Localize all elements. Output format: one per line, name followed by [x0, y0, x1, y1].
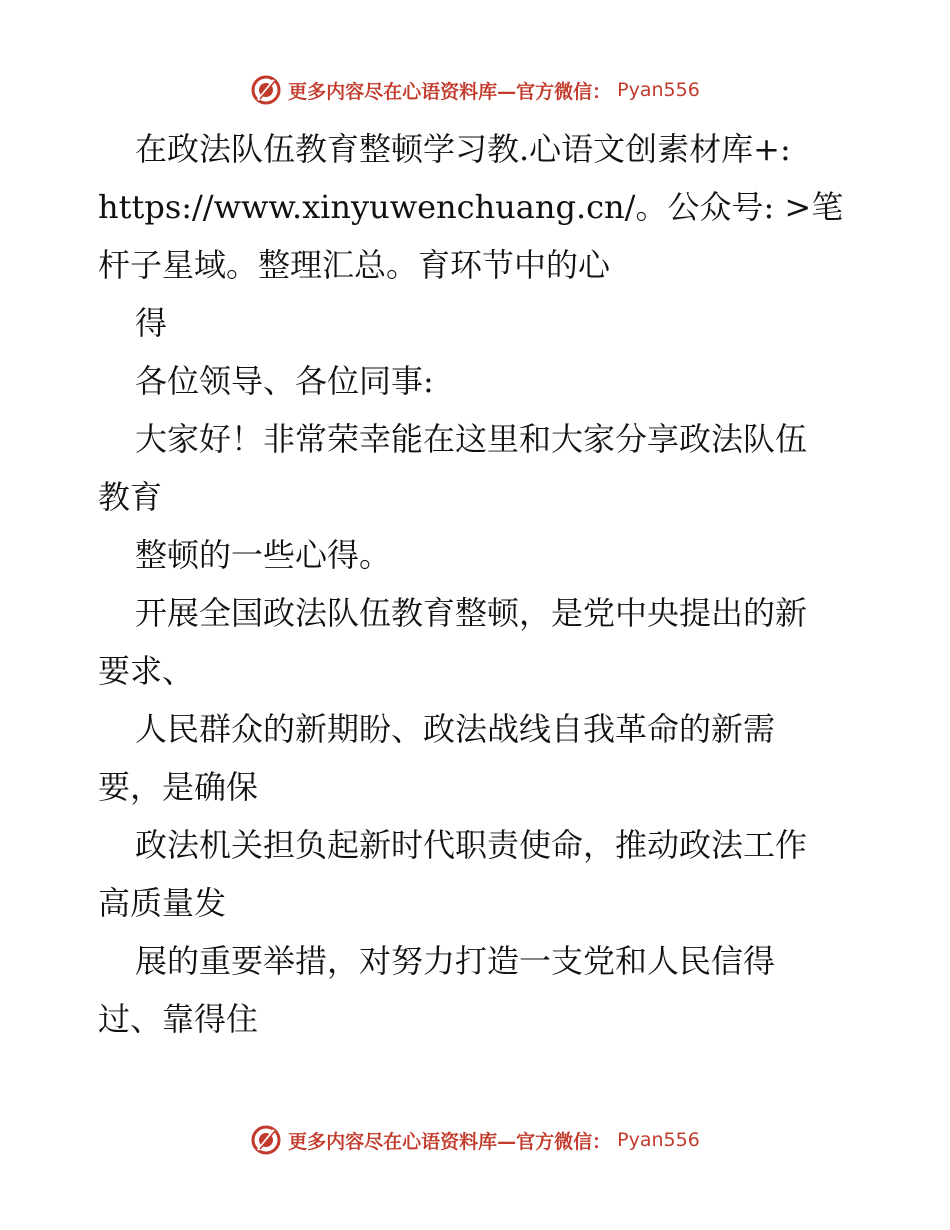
banner-contact: Pyan556 [617, 79, 700, 101]
header-banner [0, 70, 950, 110]
text-line: 要，是确保 [98, 768, 259, 806]
banner-text: 更多内容尽在心语资料库—官方微信： [288, 1130, 612, 1153]
text-line: 在政法队伍教育整顿学习教.心语文创素材库+: [135, 130, 791, 168]
text-line: 得 [135, 304, 168, 342]
text-line: 展的重要举措，对努力打造一支党和人民信得 [135, 942, 776, 980]
banner-text: 更多内容尽在心语资料库—官方微信： [288, 80, 612, 103]
text-line: 杆子星域。整理汇总。育环节中的心 [98, 246, 611, 284]
text-line: 过、靠得住 [98, 1000, 259, 1038]
footer-banner [0, 1120, 950, 1160]
text-line: 人民群众的新期盼、政法战线自我革命的新需 [135, 710, 776, 748]
text-line: 整顿的一些心得。 [135, 536, 392, 574]
document-body [98, 120, 858, 1048]
banner-contact: Pyan556 [617, 1129, 700, 1151]
text-line: 开展全国政法队伍教育整顿，是党中央提出的新 [135, 594, 808, 632]
text-line: 各位领导、各位同事: [135, 362, 434, 400]
text-line: 高质量发 [98, 884, 227, 922]
pen-logo-icon [250, 1124, 282, 1156]
text-line: 政法机关担负起新时代职责使命，推动政法工作 [135, 826, 808, 864]
pen-logo-icon [250, 74, 282, 106]
text-line: https://www.xinyuwenchuang.cn/。公众号: >笔 [98, 188, 844, 226]
text-line: 教育 [98, 478, 163, 516]
text-line: 大家好！非常荣幸能在这里和大家分享政法队伍 [135, 420, 808, 458]
text-line: 要求、 [98, 652, 195, 690]
